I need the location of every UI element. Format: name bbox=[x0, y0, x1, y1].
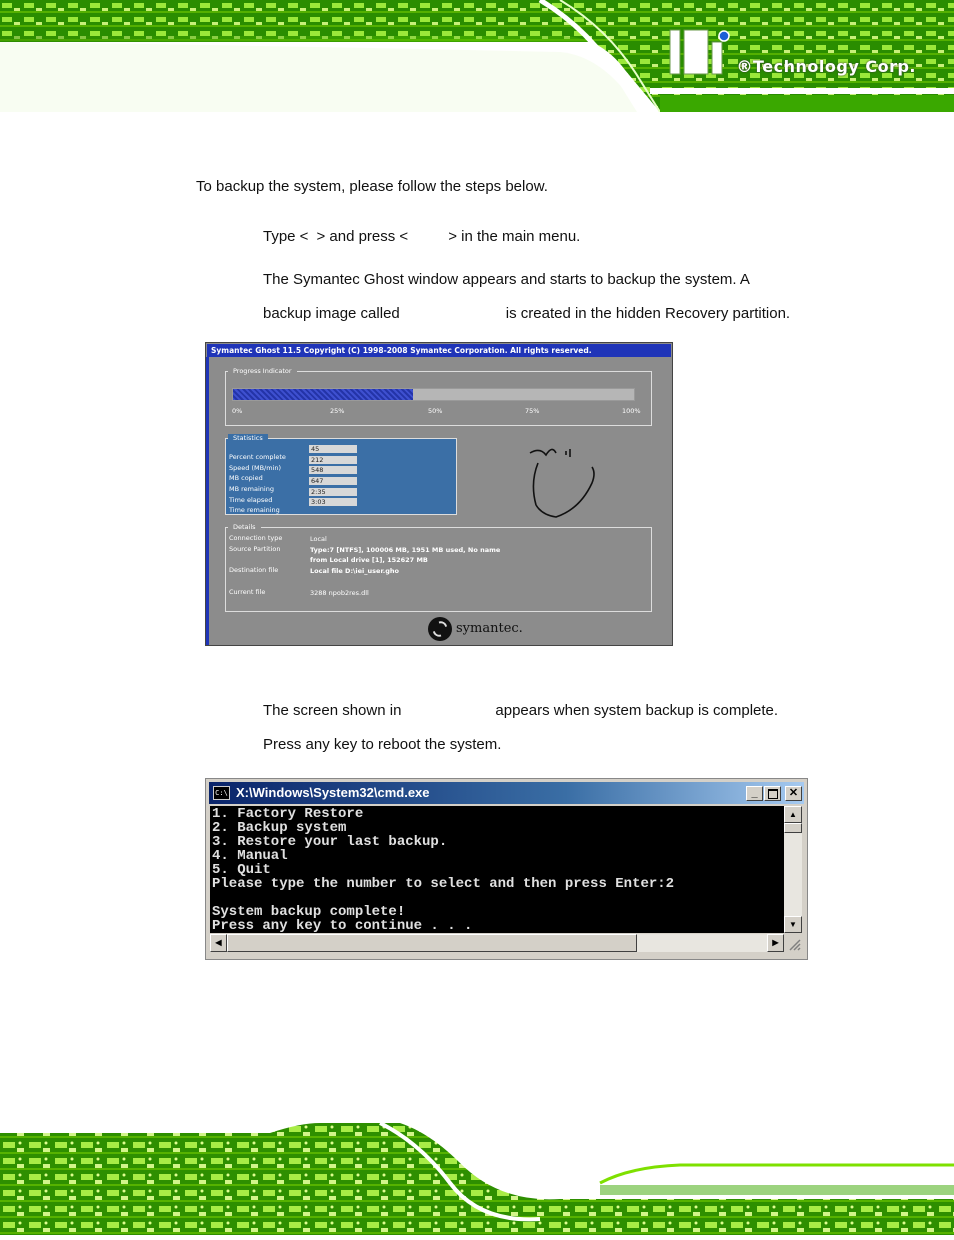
stat-value: 212 bbox=[309, 456, 357, 464]
current-file-value: 3288 npob2res.dll bbox=[310, 589, 369, 597]
arrow-right-icon: ▶ bbox=[772, 938, 779, 947]
console-line bbox=[212, 891, 784, 905]
intro-paragraph: To backup the system, please follow the steps below. bbox=[196, 178, 548, 195]
stat-label: Percent complete bbox=[229, 453, 286, 461]
symantec-ghost-window bbox=[205, 342, 673, 646]
connection-type-label: Connection type bbox=[229, 534, 283, 542]
step-2-text-after: is created in the hidden Recovery partition. bbox=[505, 305, 791, 322]
step-2-line-1: The Symantec Ghost window appears and starts to backup the system. A bbox=[263, 271, 750, 288]
horizontal-scrollbar[interactable] bbox=[210, 934, 784, 952]
scroll-thumb-vertical[interactable] bbox=[784, 823, 802, 833]
progress-scale bbox=[232, 407, 644, 416]
scroll-left-button[interactable] bbox=[210, 934, 227, 952]
stat-label: Time elapsed bbox=[229, 495, 273, 504]
step-4: Press any key to reboot the system. bbox=[263, 736, 502, 753]
step-2-text-before: backup image called bbox=[263, 305, 400, 322]
maximize-icon bbox=[768, 789, 778, 799]
current-file-label: Current file bbox=[229, 588, 266, 596]
scale-0: 0% bbox=[232, 407, 243, 415]
console-line: System backup complete! bbox=[212, 904, 406, 920]
symantec-logo-icon bbox=[428, 617, 452, 641]
console-line: 4. Manual bbox=[212, 848, 288, 864]
step-3-text-before: The screen shown in bbox=[263, 702, 402, 719]
stat-value: 3:03 bbox=[309, 498, 357, 506]
details-group bbox=[225, 527, 652, 612]
console-line: 3. Restore your last backup. bbox=[212, 834, 448, 850]
source-partition-label: Source Partition bbox=[229, 545, 281, 553]
step-1-text-after: > in the main menu. bbox=[448, 228, 581, 245]
ghost-title-bar: Symantec Ghost 11.5 Copyright (C) 1998-2008 Symantec Corporation. All rights reserved. bbox=[207, 344, 671, 357]
vertical-scrollbar[interactable] bbox=[784, 806, 802, 933]
circuit-board-footer-graphic bbox=[0, 1123, 954, 1235]
connection-type-value: Local bbox=[310, 535, 327, 543]
step-3 bbox=[263, 702, 778, 719]
cmd-title-bar[interactable] bbox=[209, 782, 804, 804]
stat-row bbox=[229, 497, 359, 515]
brand-name: ®Technology Corp. bbox=[736, 57, 916, 76]
arrow-up-icon: ▲ bbox=[789, 810, 797, 819]
statistics-list bbox=[229, 444, 359, 515]
scroll-down-button[interactable] bbox=[784, 916, 802, 933]
stat-label: MB copied bbox=[229, 474, 263, 483]
stat-value: 647 bbox=[309, 477, 357, 485]
scroll-right-button[interactable] bbox=[767, 934, 784, 952]
progress-indicator-tab: Progress Indicator bbox=[228, 367, 297, 376]
cmd-title: X:\Windows\System32\cmd.exe bbox=[236, 785, 430, 800]
progress-bar bbox=[232, 388, 635, 401]
maximize-button[interactable] bbox=[764, 786, 781, 801]
source-partition-value-2: from Local drive [1], 152627 MB bbox=[310, 556, 428, 564]
scale-50: 50% bbox=[428, 407, 443, 415]
step-1-text-before: Type < bbox=[263, 228, 309, 245]
minimize-button[interactable] bbox=[746, 786, 763, 801]
destination-file-label: Destination file bbox=[229, 566, 279, 574]
stat-label: Speed (MB/min) bbox=[229, 463, 282, 472]
source-partition-value-1: Type:7 [NTFS], 100006 MB, 1951 MB used, No name bbox=[310, 546, 501, 554]
console-lines bbox=[210, 806, 784, 933]
console-line: Please type the number to select and then press Enter:2 bbox=[212, 876, 675, 892]
stat-label: MB remaining bbox=[229, 485, 274, 494]
circuit-board-header-graphic bbox=[0, 0, 954, 112]
symantec-brand: symantec. bbox=[456, 621, 523, 636]
scale-25: 25% bbox=[330, 407, 345, 415]
cmd-window bbox=[205, 778, 808, 960]
page-footer bbox=[0, 1123, 954, 1235]
scroll-up-button[interactable] bbox=[784, 806, 802, 823]
stat-value: 2:35 bbox=[309, 488, 357, 496]
close-button[interactable] bbox=[785, 786, 802, 801]
details-tab: Details bbox=[228, 523, 261, 532]
destination-file-value: Local file D:\iei_user.gho bbox=[310, 567, 399, 575]
scale-100: 100% bbox=[622, 407, 641, 415]
ghost-logo-icon bbox=[526, 439, 606, 523]
resize-grip-icon[interactable] bbox=[784, 934, 802, 952]
console-line: Press any key to continue . . . bbox=[212, 918, 473, 933]
statistics-tab: Statistics bbox=[228, 434, 268, 443]
scale-75: 75% bbox=[525, 407, 540, 415]
step-3-text-after: appears when system backup is complete. bbox=[495, 702, 779, 719]
arrow-left-icon: ◀ bbox=[215, 938, 222, 947]
console-line: 2. Backup system bbox=[212, 820, 347, 836]
scroll-thumb-horizontal[interactable] bbox=[227, 934, 637, 952]
stat-value: 45 bbox=[309, 445, 357, 453]
cmd-app-icon: C:\ bbox=[213, 786, 230, 800]
progress-bar-fill bbox=[233, 389, 413, 400]
step-2-line-2 bbox=[263, 305, 790, 322]
console-output[interactable] bbox=[210, 806, 784, 933]
close-icon: ✕ bbox=[788, 787, 799, 799]
arrow-down-icon: ▼ bbox=[789, 920, 797, 929]
console-line: 5. Quit bbox=[212, 862, 271, 878]
minimize-icon: _ bbox=[751, 787, 758, 799]
page-header bbox=[0, 0, 954, 112]
step-1 bbox=[263, 228, 580, 245]
stat-value: 548 bbox=[309, 466, 357, 474]
stat-label: Time remaining bbox=[229, 506, 280, 515]
step-1-text-mid: > and press < bbox=[316, 228, 409, 245]
console-line: 1. Factory Restore bbox=[212, 806, 364, 822]
